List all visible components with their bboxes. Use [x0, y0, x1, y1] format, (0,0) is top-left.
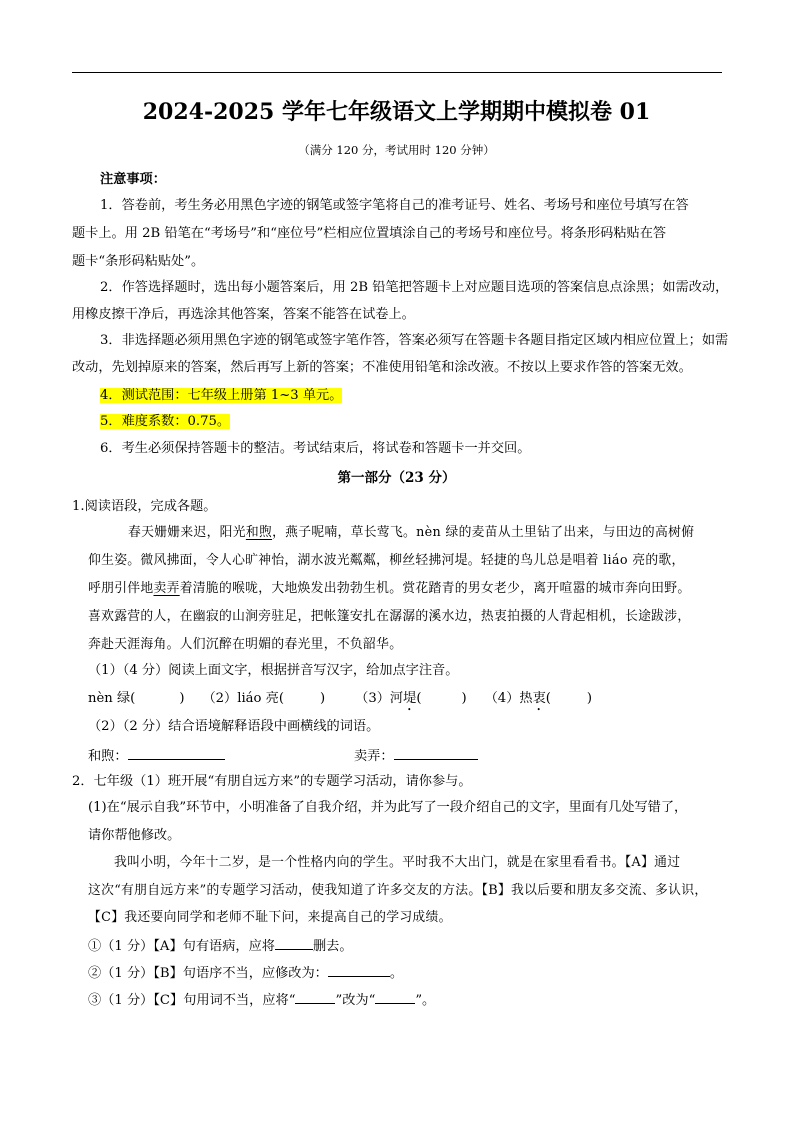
- q1-passage-underlined-mainong: 卖弄: [153, 581, 180, 596]
- q1-passage-line-5: 奔赴天涯海角。人们沉醉在明媚的春光里，不负韶华。: [88, 637, 403, 652]
- q1-sub2-mainong-answer-line[interactable]: [394, 747, 478, 760]
- q1-item4-dotted-char: 衷: [532, 691, 546, 706]
- q1-sub2-hexu-answer-line[interactable]: [128, 747, 225, 760]
- q1-passage-l1-b: ，燕子呢喃，草长莺飞。nèn 绿的麦苗从土里钻了出来，与田边的高树俯: [272, 525, 695, 540]
- q2-passage-line-3: 【C】我还要向同学和老师不耻下问，来提高自己的学习成绩。: [88, 910, 452, 925]
- part1-heading: 第一部分（23 分）: [337, 470, 456, 486]
- q1-passage-line-3: [88, 581, 690, 597]
- q1-passage-l3-a: 呼朋引伴地: [88, 581, 154, 596]
- q2-answer-2-text: ②（1 分）【B】句语序不当，应修改为：: [88, 966, 328, 981]
- q1-sub1-prompt: （1）（4 分）阅读上面文字，根据拼音写汉字，给加点字注音。: [88, 663, 459, 678]
- q2-sub1-line-2: 请你帮他修改。: [88, 828, 181, 843]
- q1-passage-line-4: 喜欢露营的人，在幽寂的山涧旁驻足，把帐篷安扎在潺潺的溪水边，热衷拍摄的人背起相机，长途跋涉，: [88, 609, 691, 624]
- q2-passage-line-1: 我叫小明，今年十二岁，是一个性格内向的学生。平时我不大出门，就是在家里看看书。【A】通过: [114, 855, 681, 870]
- q2-answer-1-line[interactable]: [275, 937, 313, 950]
- q1-sub2-prompt: （2）（2 分）结合语境解释语段中画横线的词语。: [88, 719, 380, 734]
- q2-answer-2-line[interactable]: [328, 964, 390, 977]
- q2-answer-1: [88, 937, 353, 955]
- q2-answer-3-mid: ”改为“: [335, 993, 376, 1008]
- q2-answer-3-line-b[interactable]: [375, 991, 415, 1004]
- q1-item3-open: (: [416, 691, 422, 706]
- q2-answer-2: [88, 964, 403, 982]
- q2-answer-3-line-a[interactable]: [295, 991, 335, 1004]
- q1-passage-line-2: 仰生姿。微风拂面，令人心旷神怡，湖水波光粼粼，柳丝轻拂河堤。轻捷的鸟儿总是唱着 liáo 亮的歌，: [88, 553, 685, 568]
- note-6: 6．考生必须保持答题卡的整洁。考试结束后，将试卷和答题卡一并交回。: [100, 441, 531, 456]
- q1-item4-close: ): [586, 691, 593, 706]
- notes-heading: 注意事项：: [100, 172, 166, 187]
- q2-answer-3-text: ③（1 分）【C】句用词不当，应将“: [88, 993, 296, 1008]
- q2-passage-line-2: 这次“有朋自远方来”的专题学习活动，使我知道了许多交友的方法。【B】我以后要和朋友多交流、多认识，: [88, 883, 708, 898]
- note-3-line-2: 改动，先划掉原来的答案，然后再写上新的答案；不准使用铅笔和涂改液。不按以上要求作答的答案无效。: [72, 360, 692, 375]
- note-1-line-3: 题卡“条形码粘贴处”。: [72, 254, 205, 269]
- q1-sub2-mainong: [354, 747, 478, 765]
- note-4: [100, 388, 342, 404]
- note-1-line-1: 1．答卷前，考生务必用黑色字迹的钢笔或签字笔将自己的准考证号、姓名、考场号和座位号填写在答: [100, 198, 689, 213]
- q2-answer-2-tail: 。: [389, 966, 404, 981]
- q1-sub2-hexu: [88, 747, 225, 765]
- header-rule: [72, 72, 722, 73]
- q1-passage-line-1: [128, 525, 694, 541]
- note-1-line-2: 题卡上。用 2B 铅笔在“考场号”和“座位号”栏相应位置填涂自己的考场号和座位号。将条形码粘贴在答: [72, 226, 667, 241]
- q1-stem: 1.阅读语段，完成各题。: [72, 499, 217, 514]
- q1-item2-label: （2）liáo 亮(: [202, 691, 285, 706]
- note-5: [100, 414, 230, 430]
- q1-sub2-hexu-label: 和煦：: [88, 749, 128, 764]
- q1-sub1-items: [88, 691, 592, 714]
- q1-item1-label: nèn 绿(: [88, 691, 136, 706]
- q2-answer-3-tail: ”。: [415, 993, 436, 1008]
- note-4-text: 4．测试范围：七年级上册第 1~3 单元。: [100, 388, 343, 403]
- page-title: 2024-2025 学年七年级语文上学期期中模拟卷 01: [142, 99, 651, 125]
- q1-item3-label: （3）河: [355, 691, 404, 706]
- note-2-line-2: 用橡皮擦干净后，再选涂其他答案，答案不能答在试卷上。: [72, 307, 415, 322]
- q1-item3-close: ): [461, 691, 467, 706]
- q1-item4-open: (: [545, 691, 551, 706]
- q1-item4-label: （4）热: [484, 691, 533, 706]
- q1-item1-close: ): [179, 691, 185, 706]
- q1-item2-close: ): [320, 691, 326, 706]
- page-subtitle: （满分 120 分，考试用时 120 分钟）: [298, 143, 495, 157]
- q2-sub1-line-1: (1)在“展示自我”环节中，小明准备了自我介绍，并为此写了一段介绍自己的文字，里面有几处写错了，: [88, 800, 688, 815]
- note-2-line-1: 2．作答选择题时，选出每小题答案后，用 2B 铅笔把答题卡上对应题目选项的答案信息点涂黑；如需改动，: [100, 280, 729, 295]
- q1-passage-l3-b: 着清脆的喉咙，大地焕发出勃勃生机。赏花踏青的男女老少，离开喧嚣的城市奔向田野。: [179, 581, 691, 596]
- q1-sub2-mainong-label: 卖弄：: [354, 749, 394, 764]
- q2-answer-1-text: ①（1 分）【A】句有语病，应将: [88, 939, 275, 954]
- q2-answer-1-tail: 删去。: [312, 939, 353, 954]
- note-3-line-1: 3．非选择题必须用黑色字迹的钢笔或签字笔作答，答案必须写在答题卡各题目指定区域内相应位置上；如需: [100, 333, 729, 348]
- q1-passage-l1-a: 春天姗姗来迟，阳光: [128, 525, 246, 540]
- q2-answer-3: [88, 991, 435, 1009]
- q2-stem: 2．七年级（1）班开展“有朋自远方来”的专题学习活动，请你参与。: [72, 774, 472, 789]
- q1-item3-dotted-char: 堤: [403, 691, 417, 706]
- note-5-text: 5．难度系数：0.75。: [100, 414, 231, 429]
- q1-passage-underlined-hexu: 和煦: [245, 525, 273, 540]
